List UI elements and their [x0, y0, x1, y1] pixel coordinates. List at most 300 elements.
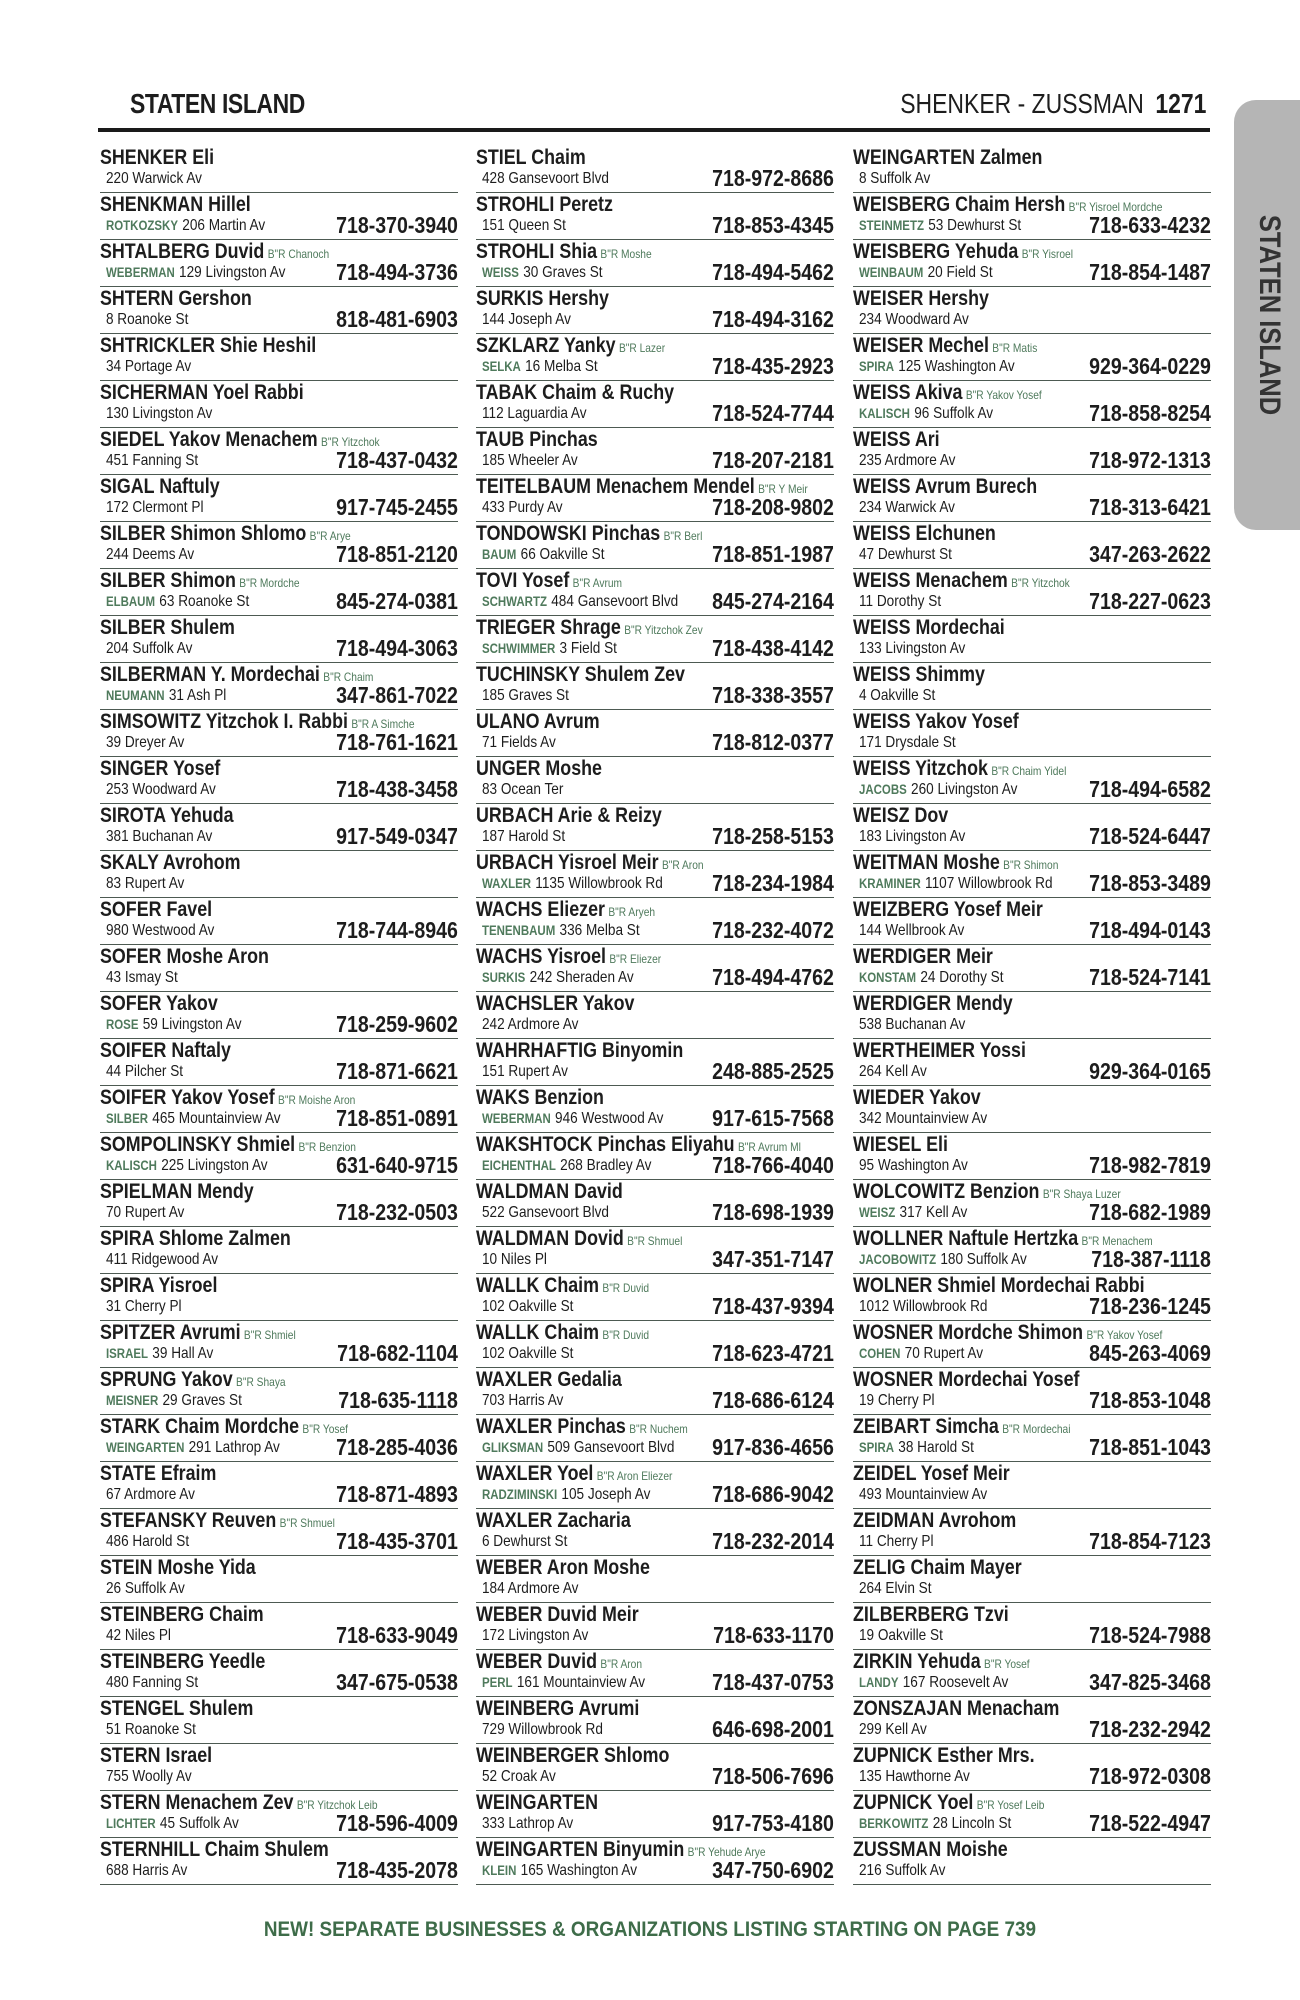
- street-address: 19 Cherry Pl: [858, 1392, 935, 1409]
- listing-entry: [476, 475, 834, 522]
- entry-name: [853, 570, 1070, 594]
- listing-entry: [476, 1227, 834, 1274]
- street-address: 34 Portage Av: [105, 358, 192, 375]
- phone-number: 248-885-2525: [712, 1058, 834, 1084]
- address-line: [859, 592, 941, 611]
- entry-name: [100, 1369, 286, 1393]
- entry-content: [853, 522, 1211, 568]
- address-line: [106, 1062, 183, 1081]
- given-name: Yitzchok I. Rabbi: [205, 710, 348, 733]
- given-name: Duvid: [214, 240, 265, 263]
- address-line: [859, 733, 956, 752]
- surname: WALLK: [476, 1321, 540, 1344]
- street-address: 70 Rupert Av: [904, 1345, 984, 1362]
- address-line: [106, 827, 212, 846]
- address-line: [859, 827, 965, 846]
- listing-entry: [100, 1180, 458, 1227]
- surname: TABAK: [476, 381, 538, 404]
- phone-number: 718-437-0432: [336, 447, 458, 473]
- entry-name: [100, 1275, 217, 1297]
- street-address: 47 Dewhurst St: [858, 546, 952, 563]
- entry-name: [476, 382, 674, 404]
- entry-name: [476, 1228, 682, 1252]
- listing-entry: [100, 898, 458, 945]
- entry-name: [853, 805, 948, 827]
- patronymic: B"R Mordche: [239, 576, 300, 590]
- address-line: [106, 874, 184, 893]
- given-name: Yakov Yosef: [171, 1086, 275, 1109]
- surname: WEISS: [853, 663, 911, 686]
- patronymic: B"R Yosef: [302, 1422, 349, 1436]
- patronymic: B"R Yosef: [984, 1657, 1030, 1671]
- surname: WACHS: [476, 898, 543, 921]
- surname: WEINGARTEN: [853, 146, 975, 169]
- maiden-name: JACOBS: [858, 782, 907, 797]
- street-address: 206 Martin Av: [182, 217, 266, 234]
- listing-entry: [476, 569, 834, 616]
- address-line: [859, 1767, 970, 1786]
- surname: SIEDEL: [100, 428, 165, 451]
- entry-content: [476, 1697, 834, 1743]
- entry-content: [853, 569, 1211, 615]
- entry-content: [476, 1838, 834, 1884]
- entry-name: [853, 288, 989, 310]
- surname: WALLK: [476, 1274, 540, 1297]
- given-name: Yosef Meir: [953, 898, 1043, 921]
- address-line: [859, 968, 1004, 987]
- given-name: Hershy: [548, 287, 609, 310]
- patronymic: B"R Menachem: [1081, 1234, 1153, 1248]
- listing-entry: [476, 334, 834, 381]
- maiden-name: SPIRA: [858, 359, 895, 374]
- address-line: [859, 404, 993, 423]
- patronymic: B"R Yitzchok: [321, 435, 380, 449]
- maiden-name: TENENBAUM: [481, 923, 556, 938]
- surname: WALDMAN: [476, 1180, 570, 1203]
- surname: WOSNER: [853, 1368, 934, 1391]
- listing-entry: [100, 381, 458, 428]
- phone-number: 718-236-1245: [1089, 1293, 1211, 1319]
- address-line: [106, 1438, 280, 1457]
- listing-entry: [476, 1368, 834, 1415]
- entry-content: [100, 945, 458, 991]
- entry-name: [100, 335, 316, 357]
- address-line: [106, 1297, 182, 1316]
- patronymic: B"R Yehude Arye: [687, 1845, 766, 1859]
- phone-number: 718-682-1104: [337, 1340, 458, 1366]
- entry-content: [476, 334, 834, 380]
- entry-name: [100, 1228, 291, 1250]
- address-line: [482, 545, 605, 564]
- street-address: 3 Field St: [559, 640, 617, 657]
- listing-entry: [476, 1697, 834, 1744]
- given-name: Yossi: [979, 1039, 1026, 1062]
- street-address: 264 Kell Av: [858, 1063, 927, 1080]
- entry-content: [476, 992, 834, 1038]
- entry-content: [853, 1368, 1211, 1414]
- given-name: Avrohom: [162, 851, 241, 874]
- maiden-name: SILBER: [105, 1111, 149, 1126]
- phone-number: 718-854-1487: [1089, 259, 1211, 285]
- given-name: Hershy: [928, 287, 989, 310]
- given-name: Yoel: [557, 1462, 594, 1485]
- header-rule: [98, 128, 1210, 132]
- entry-name: [476, 147, 586, 169]
- surname: SILBER: [100, 616, 166, 639]
- given-name: Eliezer: [547, 898, 605, 921]
- phone-number: 347-861-7022: [336, 682, 458, 708]
- street-address: 333 Lathrop Av: [481, 1815, 574, 1832]
- surname: SPIRA: [100, 1274, 154, 1297]
- listing-entry: [853, 475, 1211, 522]
- entry-name: [100, 993, 218, 1015]
- address-line: [859, 780, 1017, 799]
- entry-content: [853, 1462, 1211, 1508]
- entry-content: [476, 1415, 834, 1461]
- phone-number: 929-364-0229: [1089, 353, 1211, 379]
- listing-entry: [100, 1133, 458, 1180]
- entry-content: [853, 804, 1211, 850]
- listing-entry: [476, 1180, 834, 1227]
- street-address: 102 Oakville St: [481, 1345, 574, 1362]
- entry-content: [476, 710, 834, 756]
- given-name: Avrum: [543, 710, 600, 733]
- address-line: [482, 1156, 651, 1175]
- given-name: Arie & Reizy: [557, 804, 662, 827]
- street-address: 172 Livingston Av: [481, 1627, 589, 1644]
- address-line: [106, 1485, 195, 1504]
- maiden-name: LICHTER: [105, 1816, 156, 1831]
- listing-entry: [853, 1791, 1211, 1838]
- phone-number: 718-232-4072: [712, 917, 834, 943]
- entry-content: [476, 146, 834, 192]
- phone-number: 718-494-4762: [712, 964, 834, 990]
- entry-name: [100, 1416, 348, 1440]
- listing-entry: [100, 1556, 458, 1603]
- street-address: 433 Purdy Av: [481, 499, 563, 516]
- entry-content: [100, 1838, 458, 1884]
- surname: WEISS: [853, 569, 911, 592]
- given-name: Simcha: [935, 1415, 999, 1438]
- phone-number: 718-972-1313: [1089, 447, 1211, 473]
- entry-content: [853, 1321, 1211, 1367]
- listing-entry: [100, 1509, 458, 1556]
- listing-entry: [476, 193, 834, 240]
- address-line: [106, 169, 202, 188]
- street-address: 44 Pilcher St: [105, 1063, 184, 1080]
- entry-name: [853, 758, 1066, 782]
- surname: ZILBERBERG: [853, 1603, 970, 1626]
- entry-content: [476, 193, 834, 239]
- address-line: [859, 921, 964, 940]
- listing-entry: [100, 1650, 458, 1697]
- entry-name: [476, 1322, 649, 1346]
- address-line: [859, 1861, 945, 1880]
- entry-name: [100, 288, 252, 310]
- entry-content: [100, 1697, 458, 1743]
- listing-entry: [100, 475, 458, 522]
- surname: TEITELBAUM: [476, 475, 592, 498]
- entry-name: [476, 1651, 642, 1675]
- patronymic: B"R Benzion: [298, 1140, 356, 1154]
- given-name: Chaim: [544, 1321, 599, 1344]
- entry-content: [100, 1227, 458, 1273]
- patronymic: B"R Duvid: [602, 1281, 650, 1295]
- entry-content: [853, 1039, 1211, 1085]
- given-name: Hillel: [208, 193, 251, 216]
- entry-name: [476, 1275, 649, 1299]
- given-name: Shimon Shlomo: [170, 522, 307, 545]
- surname: WEINBERGER: [476, 1744, 599, 1767]
- listing-entry: [476, 522, 834, 569]
- given-name: Mordche Shimon: [938, 1321, 1084, 1344]
- surname: ZEIDMAN: [853, 1509, 935, 1532]
- maiden-name: WEBERMAN: [105, 265, 175, 280]
- phone-number: 718-438-4142: [712, 635, 834, 661]
- surname: WACHSLER: [476, 992, 579, 1015]
- surname: WAXLER: [476, 1509, 553, 1532]
- entry-content: [853, 898, 1211, 944]
- given-name: Binyumin: [602, 1838, 685, 1861]
- address-line: [106, 1767, 192, 1786]
- given-name: Chaim Hersh: [955, 193, 1066, 216]
- surname: SILBER: [100, 569, 166, 592]
- listing-entry: [100, 945, 458, 992]
- patronymic: B"R Arye: [309, 529, 351, 543]
- given-name: Ari: [914, 428, 940, 451]
- given-name: Shimmy: [915, 663, 985, 686]
- street-address: 11 Cherry Pl: [858, 1533, 934, 1550]
- street-address: 30 Graves St: [523, 264, 603, 281]
- entry-content: [476, 381, 834, 427]
- given-name: Binyomin: [601, 1039, 684, 1062]
- listing-entry: [853, 193, 1211, 240]
- listing-entry: [476, 1133, 834, 1180]
- listing-entry: [476, 992, 834, 1039]
- entry-content: [476, 1086, 834, 1132]
- surname: WEISER: [853, 334, 924, 357]
- listing-entry: [100, 569, 458, 616]
- entry-content: [853, 663, 1211, 709]
- surname: URBACH: [476, 851, 554, 874]
- given-name: Shie Heshil: [220, 334, 317, 357]
- street-address: 102 Oakville St: [481, 1298, 574, 1315]
- given-name: Pinchas: [557, 1415, 626, 1438]
- given-name: Aron Moshe: [546, 1556, 650, 1579]
- entry-content: [853, 945, 1211, 991]
- given-name: Duvid Meir: [547, 1603, 639, 1626]
- given-name: Shia: [559, 240, 598, 263]
- entry-name: [853, 1416, 1070, 1440]
- listing-entry: [853, 1227, 1211, 1274]
- street-address: 180 Suffolk Av: [940, 1251, 1027, 1268]
- given-name: Gershon: [178, 287, 252, 310]
- surname: WEISBERG: [853, 193, 951, 216]
- phone-number: 718-387-1118: [1091, 1246, 1211, 1272]
- given-name: Shlome Zalmen: [158, 1227, 291, 1250]
- surname: SOIFER: [100, 1086, 167, 1109]
- surname: WIESEL: [853, 1133, 922, 1156]
- listing-entry: [100, 1039, 458, 1086]
- entry-content: [853, 428, 1211, 474]
- surname: WEISS: [853, 710, 911, 733]
- entry-content: [476, 1368, 834, 1414]
- listing-entry: [853, 1180, 1211, 1227]
- entry-content: [100, 851, 458, 897]
- entry-content: [853, 992, 1211, 1038]
- entry-name: [100, 382, 304, 404]
- entry-content: [476, 757, 834, 803]
- street-address: 67 Ardmore Av: [105, 1486, 195, 1503]
- maiden-name: NEUMANN: [105, 688, 165, 703]
- entry-name: [853, 664, 985, 686]
- entry-content: [476, 240, 834, 286]
- surname: ZELIG: [853, 1556, 906, 1579]
- phone-number: 718-524-7988: [1089, 1622, 1211, 1648]
- address-line: [482, 169, 609, 188]
- listing-entry: [100, 1368, 458, 1415]
- address-line: [106, 780, 216, 799]
- surname: WIEDER: [853, 1086, 925, 1109]
- phone-number: 845-263-4069: [1089, 1340, 1211, 1366]
- phone-number: 718-682-1989: [1089, 1199, 1211, 1225]
- maiden-name: WEBERMAN: [481, 1111, 551, 1126]
- street-address: 260 Livingston Av: [911, 781, 1018, 798]
- entry-name: [476, 852, 704, 876]
- phone-number: 845-274-0381: [336, 588, 458, 614]
- given-name: Shmiel: [236, 1133, 296, 1156]
- surname: SILBERMAN: [100, 663, 207, 686]
- footer-text: NEW! SEPARATE BUSINESSES & ORGANIZATIONS LISTING STARTING ON PAGE 739: [263, 1918, 1037, 1941]
- surname: WEIZBERG: [853, 898, 950, 921]
- surname: WEISER: [853, 287, 924, 310]
- entry-content: [853, 1697, 1211, 1743]
- listing-entry: [853, 146, 1211, 193]
- phone-number: 718-494-3063: [336, 635, 458, 661]
- address-line: [106, 1156, 268, 1175]
- given-name: Yosef Meir: [920, 1462, 1010, 1485]
- address-line: [859, 1720, 927, 1739]
- street-address: 755 Woolly Av: [105, 1768, 192, 1785]
- surname: TOVI: [476, 569, 518, 592]
- patronymic: B"R Eliezer: [609, 952, 662, 966]
- entry-name: [100, 946, 269, 968]
- phone-number: 718-686-9042: [712, 1481, 834, 1507]
- entry-content: [853, 146, 1211, 192]
- given-name: Duvid: [547, 1650, 598, 1673]
- given-name: Shlomo: [603, 1744, 670, 1767]
- entry-content: [853, 1274, 1211, 1320]
- street-address: 20 Field St: [927, 264, 993, 281]
- address-line: [482, 404, 587, 423]
- surname: STENGEL: [100, 1697, 184, 1720]
- surname: WAKSHTOCK: [476, 1133, 593, 1156]
- street-address: 31 Cherry Pl: [105, 1298, 182, 1315]
- address-line: [859, 1297, 988, 1316]
- given-name: Dov: [914, 804, 949, 827]
- given-name: Menacham: [967, 1697, 1060, 1720]
- entry-content: [853, 1509, 1211, 1555]
- given-name: Benzion: [534, 1086, 604, 1109]
- listing-entry: [476, 1838, 834, 1885]
- entry-name: [853, 711, 1019, 733]
- phone-number: 718-871-6621: [336, 1058, 458, 1084]
- listing-entry: [476, 804, 834, 851]
- street-address: 185 Wheeler Av: [481, 452, 578, 469]
- street-address: 8 Suffolk Av: [858, 170, 931, 187]
- entry-name: [853, 1745, 1035, 1767]
- entry-content: [476, 1133, 834, 1179]
- patronymic: B"R Shaya Luzer: [1042, 1187, 1121, 1201]
- entry-content: [100, 381, 458, 427]
- patronymic: B"R Y Meir: [758, 482, 808, 496]
- entry-name: [853, 476, 1037, 498]
- address-line: [482, 451, 578, 470]
- street-address: 96 Suffolk Av: [914, 405, 994, 422]
- entry-content: [476, 1462, 834, 1508]
- entry-name: [476, 617, 703, 641]
- address-line: [482, 1438, 674, 1457]
- maiden-name: COHEN: [858, 1346, 901, 1361]
- maiden-name: ISRAEL: [105, 1346, 149, 1361]
- listing-entry: [853, 287, 1211, 334]
- address-line: [859, 216, 1021, 235]
- entry-content: [476, 851, 834, 897]
- given-name: Eli: [192, 146, 215, 169]
- entry-content: [476, 616, 834, 662]
- entry-content: [853, 287, 1211, 333]
- entry-name: [476, 1510, 631, 1532]
- entry-name: [476, 194, 613, 216]
- listing-entry: [853, 522, 1211, 569]
- given-name: Pinchas: [529, 428, 598, 451]
- address-line: [482, 1250, 547, 1269]
- entry-name: [476, 1557, 650, 1579]
- entry-content: [100, 1039, 458, 1085]
- entry-name: [476, 805, 662, 827]
- patronymic: B"R Yitzchok Zev: [624, 623, 703, 637]
- listing-entry: [853, 1509, 1211, 1556]
- listing-entry: [100, 757, 458, 804]
- street-address: 130 Livingston Av: [105, 405, 213, 422]
- entry-name: [476, 711, 600, 733]
- phone-number: 718-851-1987: [712, 541, 834, 567]
- given-name: Yosef: [173, 757, 221, 780]
- street-address: 43 Ismay St: [105, 969, 178, 986]
- address-line: [859, 310, 969, 329]
- listing-entry: [100, 1462, 458, 1509]
- street-address: 220 Warwick Av: [105, 170, 202, 187]
- entry-content: [476, 1603, 834, 1649]
- address-line: [106, 686, 226, 705]
- phone-number: 818-481-6903: [336, 306, 458, 332]
- patronymic: B"R A Simche: [351, 717, 415, 731]
- street-address: 31 Ash Pl: [168, 687, 227, 704]
- given-name: Mordechai Yosef: [938, 1368, 1080, 1391]
- entry-content: [476, 1274, 834, 1320]
- given-name: Chaim & Ruchy: [542, 381, 675, 404]
- listing-entry: [853, 1274, 1211, 1321]
- given-name: Tzvi: [973, 1603, 1009, 1626]
- phone-number: 718-851-1043: [1089, 1434, 1211, 1460]
- listing-entry: [853, 334, 1211, 381]
- tab-label: STATEN ISLAND: [1253, 214, 1286, 416]
- surname: WEBER: [476, 1556, 543, 1579]
- street-address: 26 Suffolk Av: [105, 1580, 185, 1597]
- surname: WAKS: [476, 1086, 530, 1109]
- given-name: Favel: [166, 898, 213, 921]
- given-name: Zacharia: [557, 1509, 631, 1532]
